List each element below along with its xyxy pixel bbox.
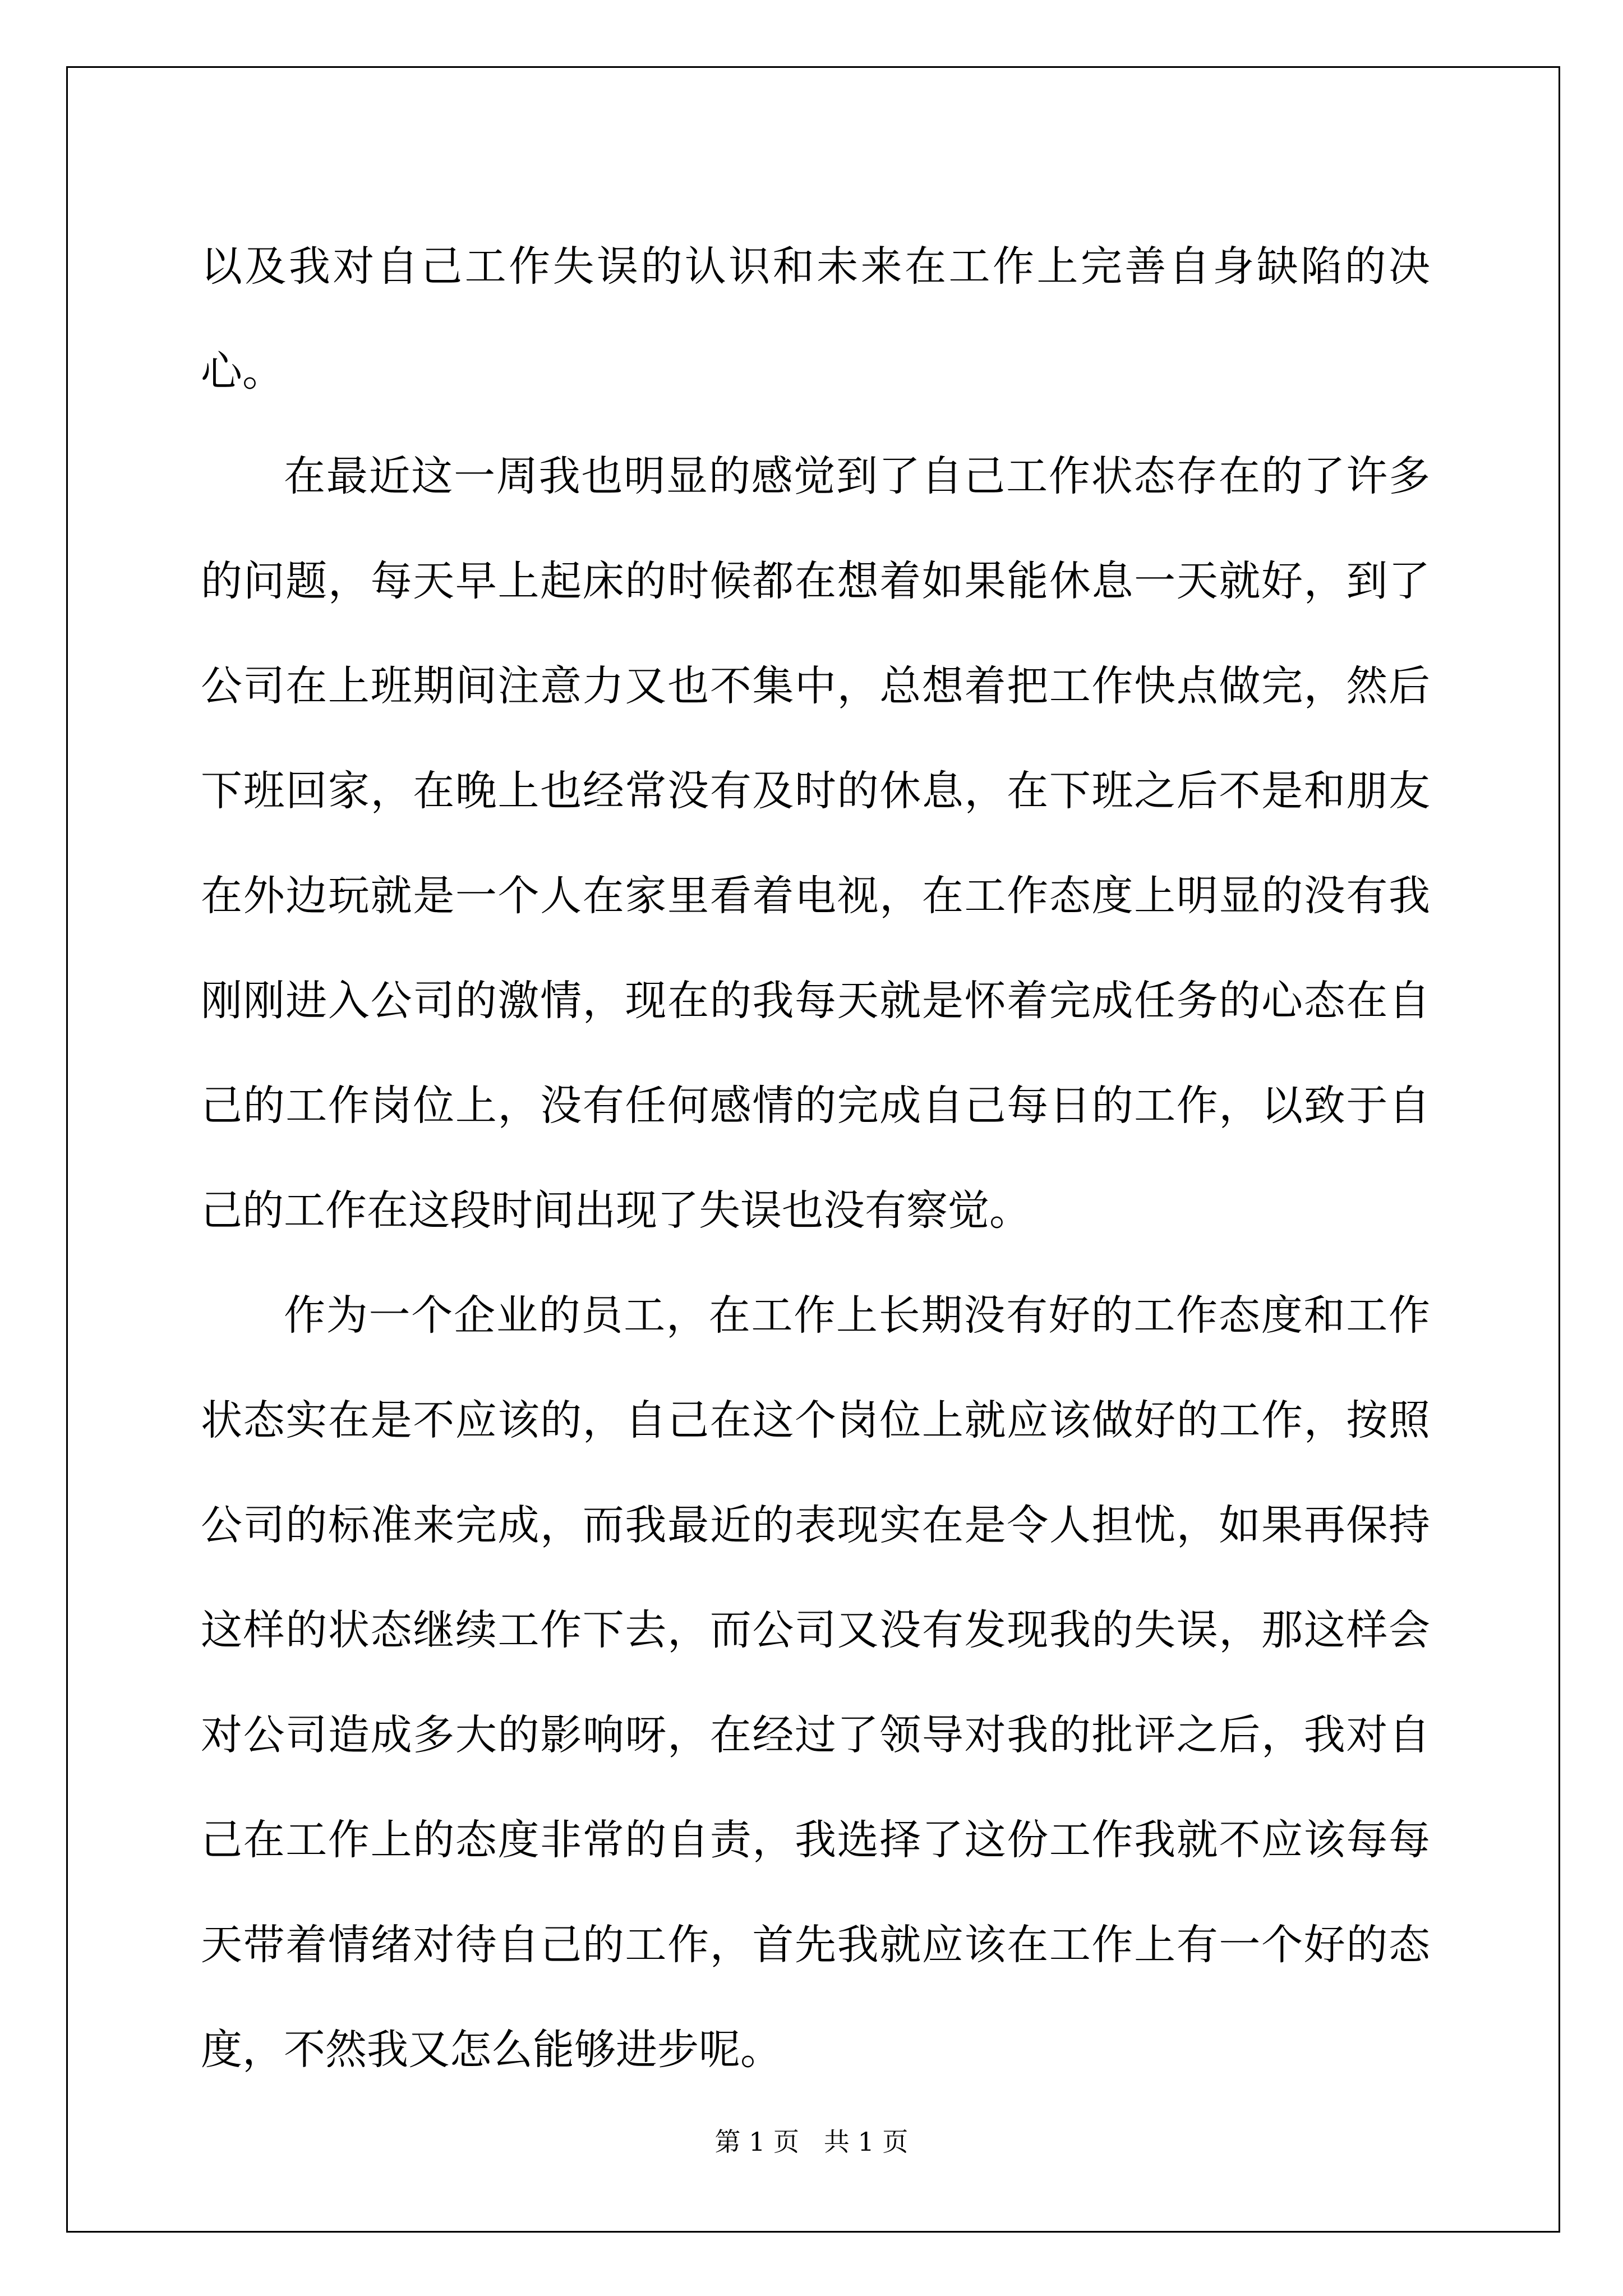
paragraph-1: 以及我对自己工作失误的认识和未来在工作上完善自身缺陷的决心。 xyxy=(201,242,1430,395)
page-number-footer: 第 1 页 共 1 页 xyxy=(714,2127,909,2157)
paragraph-3: 作为一个企业的员工，在工作上长期没有好的工作态度和工作状态实在是不应该的，自己在这个岗位上就应该做好的工作，按照公司的标准来完成，而我最近的表现实在是令人担忧，如果再保持这样的状态继续工作下去，而公司又没有发现我的失误，那这样会对公司造成多大的影响呀，在经过了领导对我的批评之后，我对自己在工作上的态度非常的自责，我选择了这份工作我就不应该每每天带着情绪对待自己的工作，首先我就应该在工作上有一个好的态度，不然我又怎么能够进步呢。 xyxy=(201,1291,1430,2074)
document-body xyxy=(201,214,1430,2102)
paragraph-2: 在最近这一周我也明显的感觉到了自己工作状态存在的了许多的问题，每天早上起床的时候都在想着如果能休息一天就好，到了公司在上班期间注意力又也不集中，总想着把工作快点做完，然后下班回家，在晚上也经常没有及时的休息，在下班之后不是和朋友在外边玩就是一个人在家里看着电视，在工作态度上明显的没有我刚刚进入公司的激情，现在的我每天就是怀着完成任务的心态在自己的工作岗位上，没有任何感情的完成自己每日的工作，以致于自己的工作在这段时间出现了失误也没有察觉。 xyxy=(201,452,1430,1235)
